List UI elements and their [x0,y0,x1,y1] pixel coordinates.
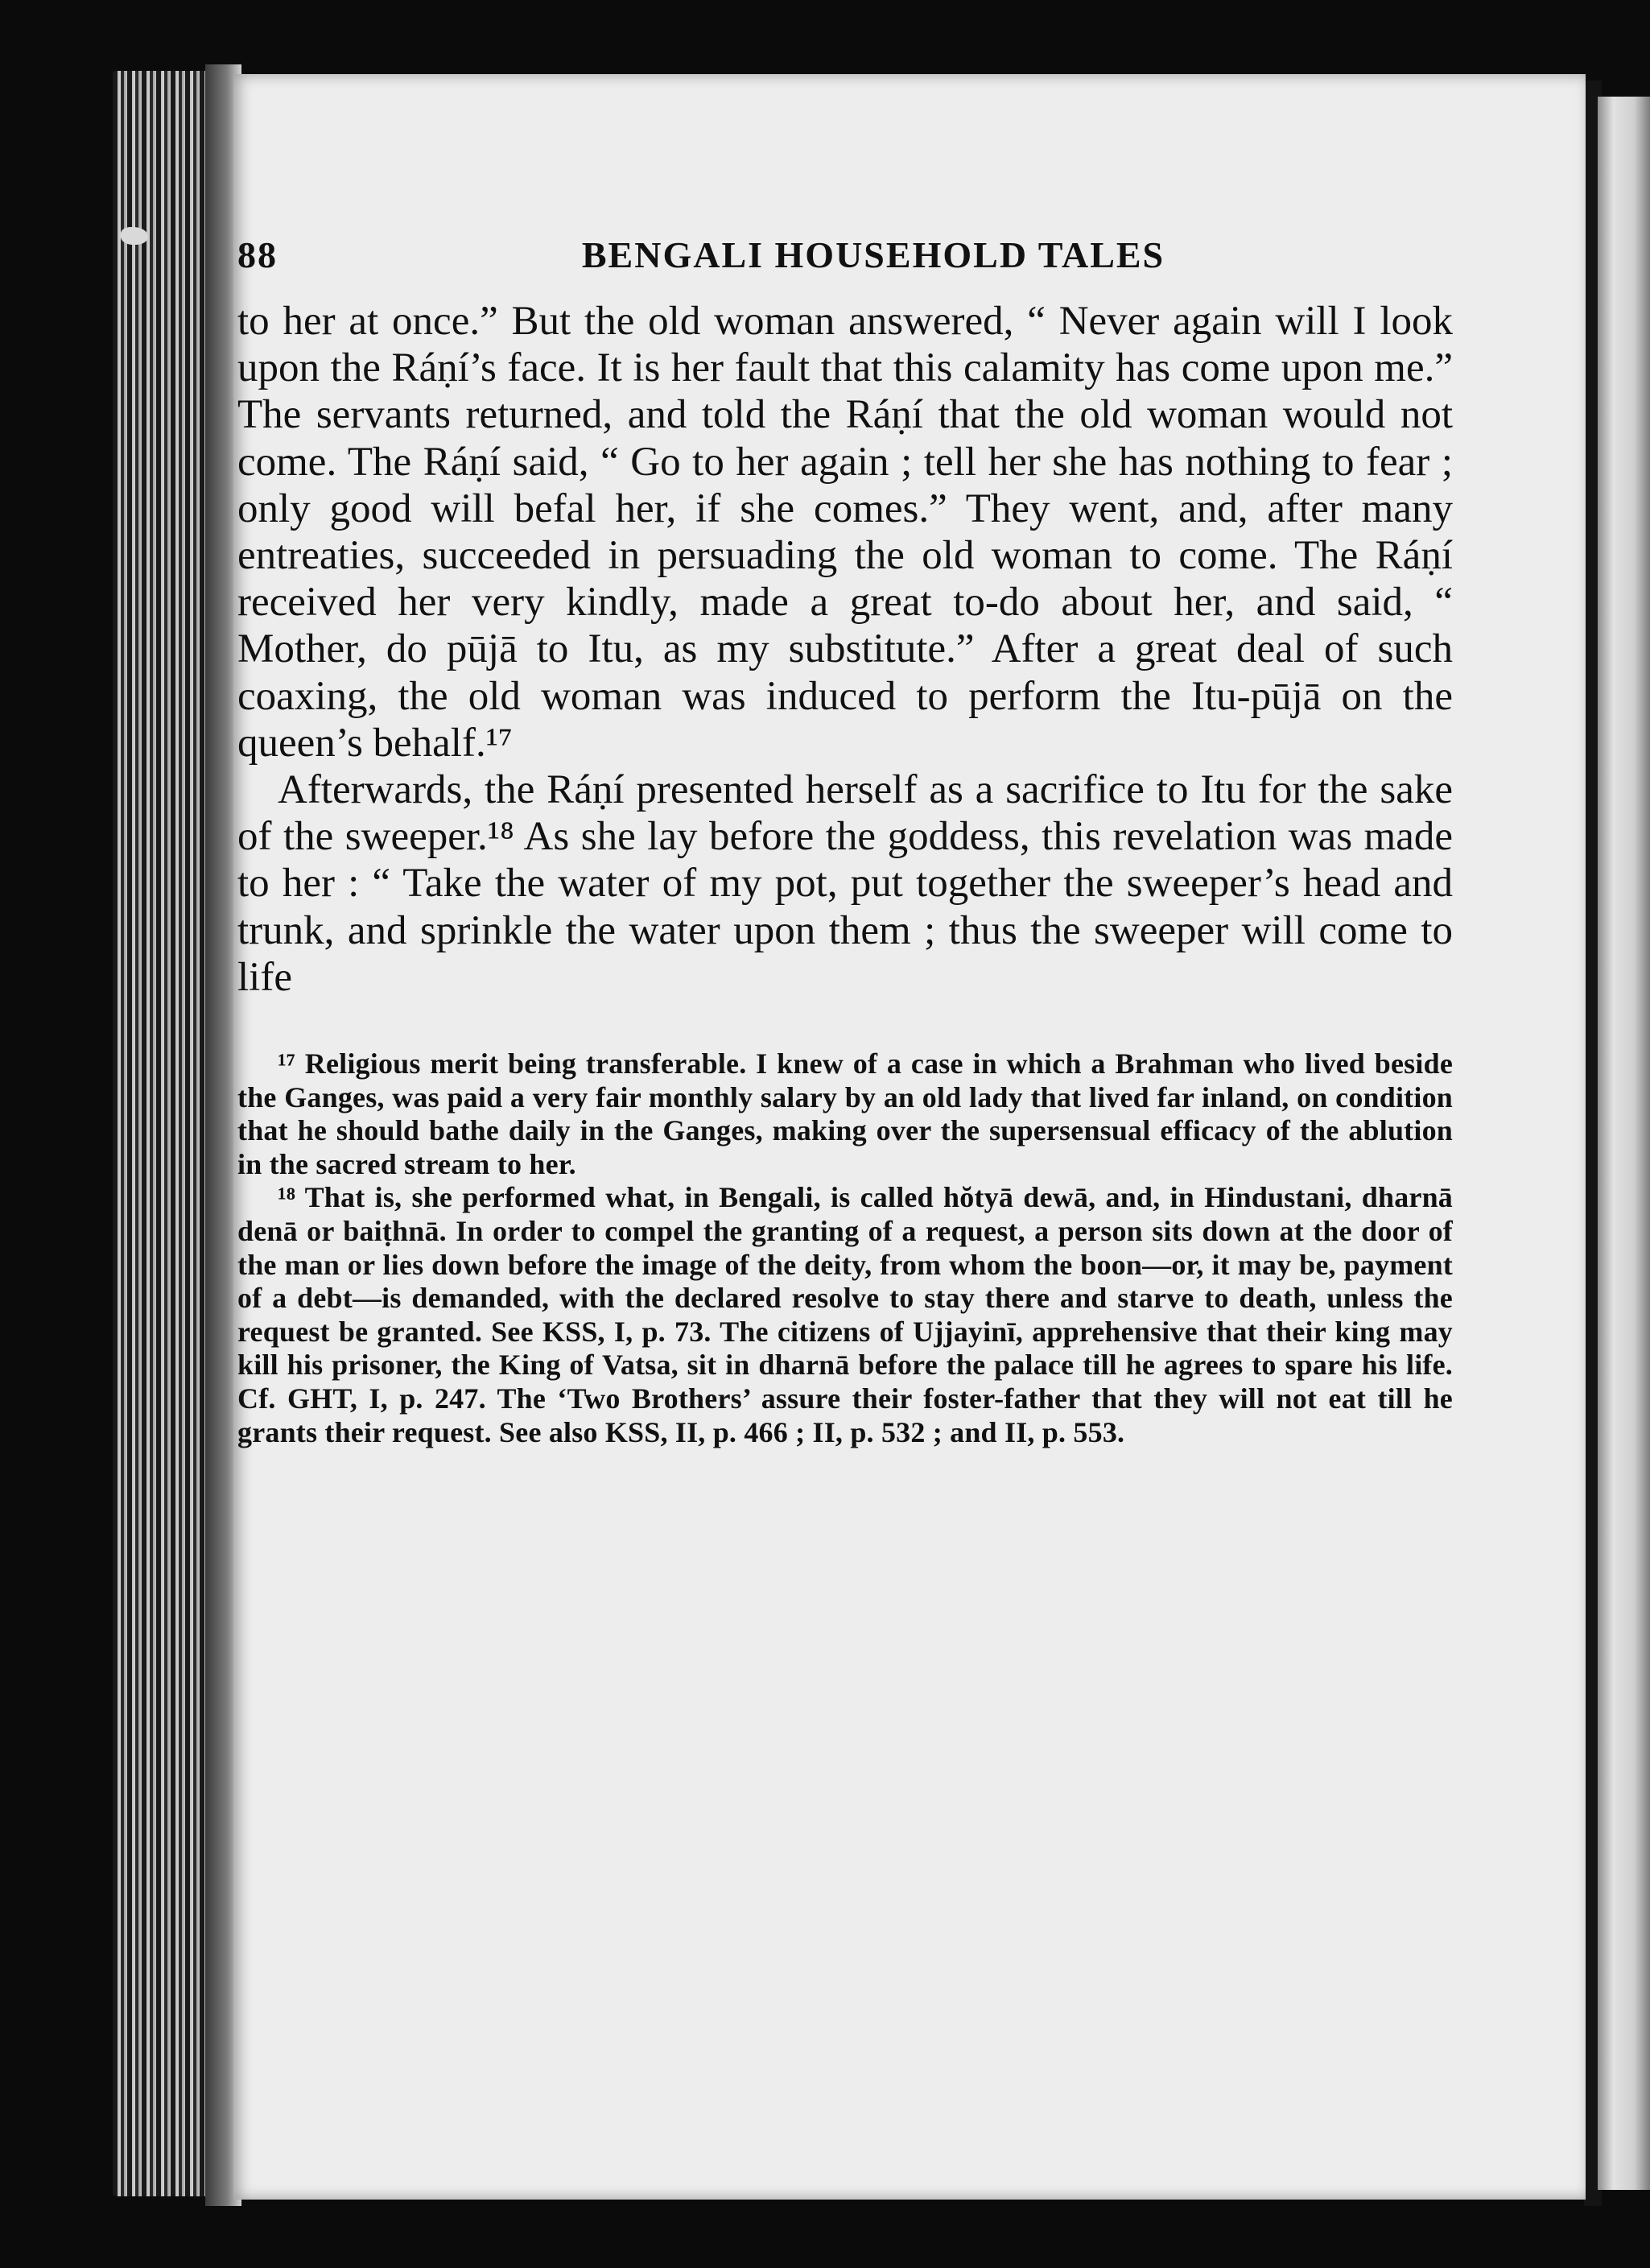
facing-page-edge [1598,97,1650,2190]
main-text [237,298,1453,1001]
footnote: ¹⁸ That is, she performed what, in Bengali, is called hŏtyā dewā, and, in Hindustani, dharnā denā or baiṭhnā. In order to compel the granting of a request, a person sits down at the door of the man or lies down before the image of the deity, from whom the boon—or, it may be, payment of a debt—is demanded, with the declared resolve to stay there and starve to death, unless the request be granted. See KSS, I, p. 73. The citizens of Ujjayinī, apprehensive that their king may kill his prisoner, the King of Vatsa, sit in dharnā before the palace till he agrees to spare his life. Cf. GHT, I, p. 247. The ‘Two Brothers’ assure their foster-father that they will not eat till he grants their request. See also KSS, II, p. 466 ; II, p. 532 ; and II, p. 553. [237,1181,1453,1448]
footnotes [237,1047,1453,1449]
body-paragraph: to her at once.” But the old woman answered, “ Never again will I look upon the Ráṇí’s face. It is her fault that this calamity has come upon me.” The servants returned, and told the Ráṇí that the old woman would not come. The Ráṇí said, “ Go to her again ; tell her she has nothing to fear ; only good will befal her, if she comes.” They went, and, after many entreaties, succeeded in persuading the old woman to come. The Ráṇí received her very kindly, made a great to-do about her, and said, “ Mother, do pūjā to Itu, as my substitute.” After a great deal of such coaxing, the old woman was induced to perform the Itu-pūjā on the queen’s behalf.¹⁷ [237,299,1453,766]
binding-mark [121,227,148,245]
body-paragraph: Afterwards, the Ráṇí presented herself as a sacrifice to Itu for the sake of the sweeper.¹⁸ As she lay before the goddess, this revelation was made to her : “ Take the water of my pot, put together the sweeper’s head and trunk, and sprinkle the water upon them ; thus the sweeper will come to life [237,767,1453,1000]
footnote: ¹⁷ Religious merit being transferable. I knew of a case in which a Brahman who lived beside the Ganges, was paid a very fair monthly salary by an old lady that lived far inland, on condition that he should bathe daily in the Ganges, making over the supersensual efficacy of the ablution in the sacred stream to her. [237,1047,1453,1180]
page-content [237,233,1453,1449]
running-head [237,233,1453,290]
page-number: 88 [237,234,278,275]
running-title: BENGALI HOUSEHOLD TALES [581,234,1165,275]
